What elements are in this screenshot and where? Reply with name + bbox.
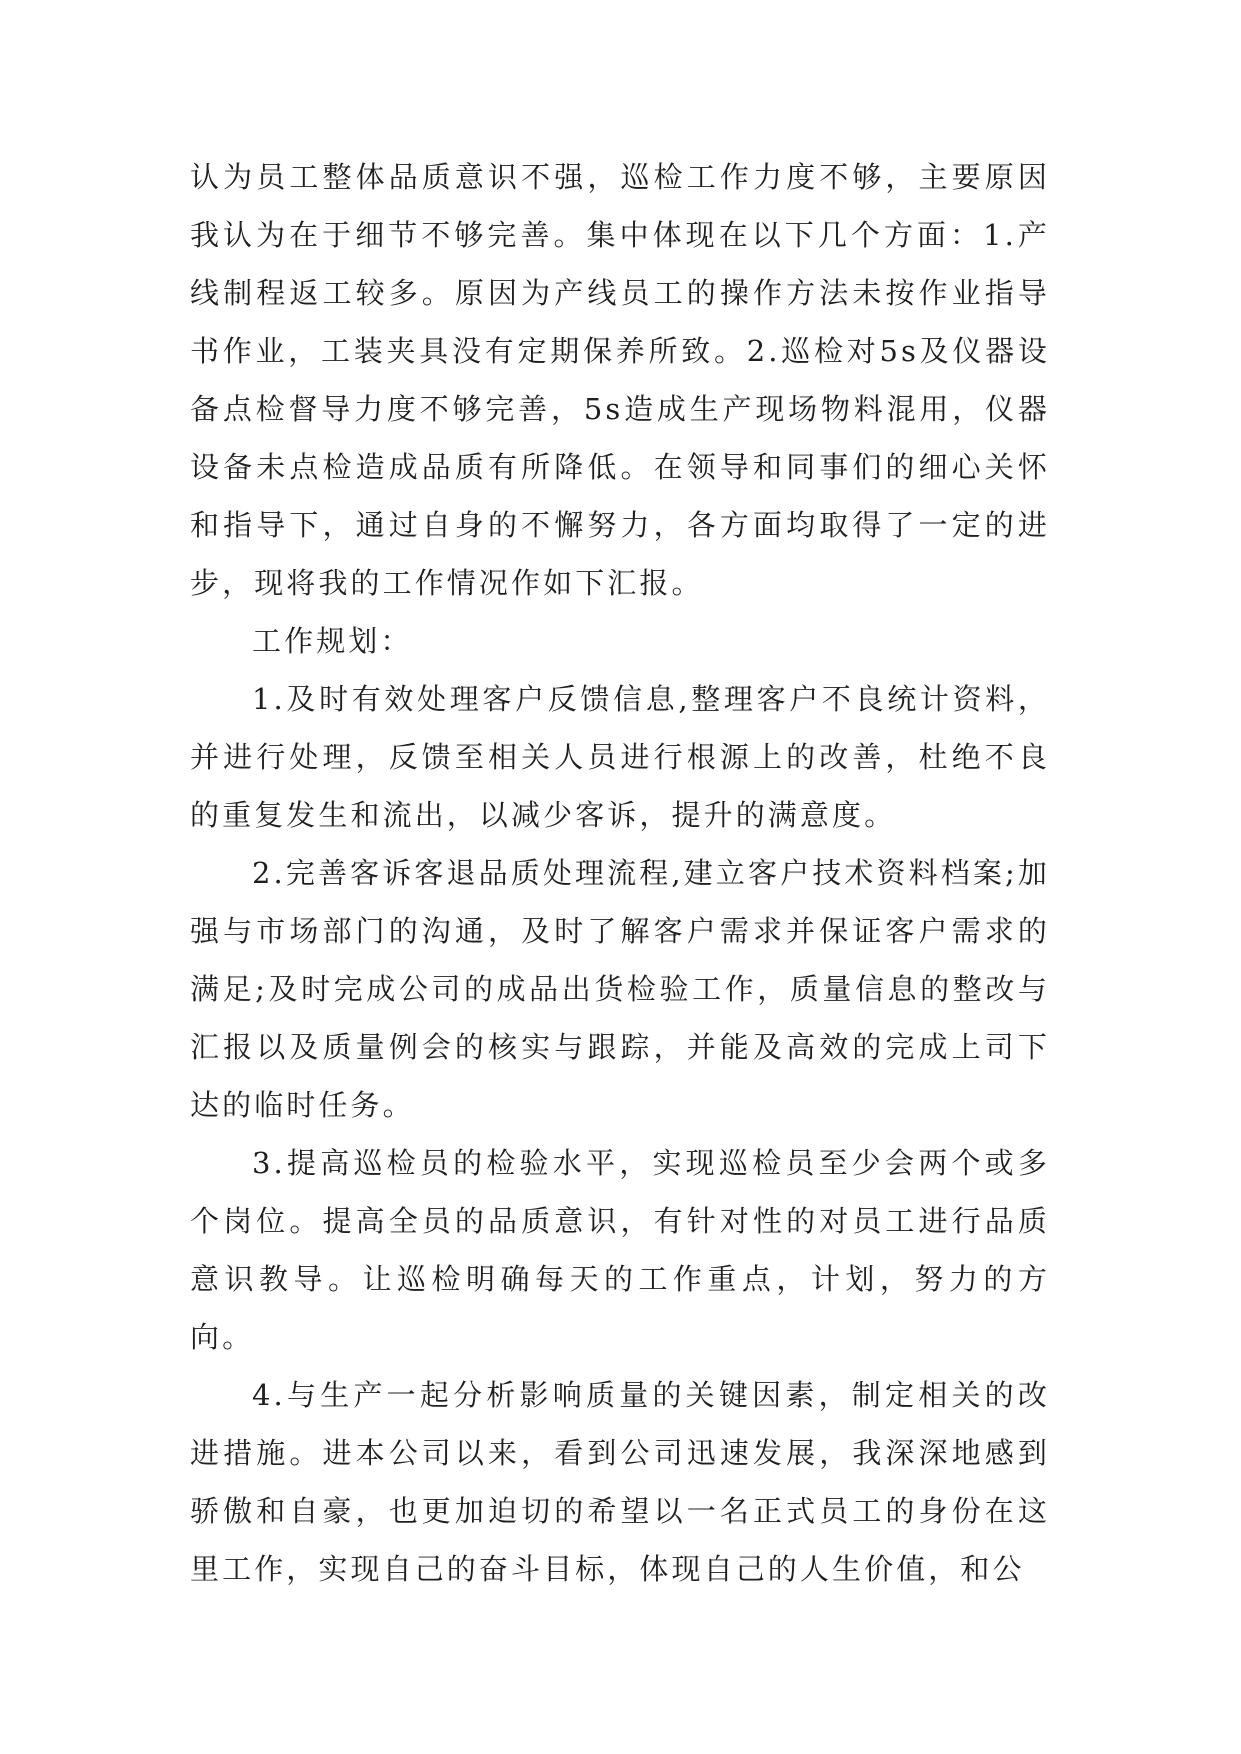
document-body (190, 148, 1050, 1598)
paragraph-plan-item-4: 4.与生产一起分析影响质量的关键因素，制定相关的改进措施。进本公司以来，看到公司迅速发展，我深深地感到骄傲和自豪，也更加迫切的希望以一名正式员工的身份在这里工作，实现自己的奋斗目标，体现自己的人生价值，和公 (190, 1378, 1050, 1586)
section-heading-work-plan: 工作规划： (252, 624, 413, 658)
paragraph-intro: 认为员工整体品质意识不强，巡检工作力度不够，主要原因我认为在于细节不够完善。集中体现在以下几个方面：1.产线制程返工较多。原因为产线员工的操作方法未按作业指导书作业，工装夹具没有定期保养所致。2.巡检对5s及仪器设备点检督导力度不够完善，5s造成生产现场物料混用，仪器设备未点检造成品质有所降低。在领导和同事们的细心关怀和指导下，通过自身的不懈努力，各方面均取得了一定的进步，现将我的工作情况作如下汇报。 (190, 160, 1050, 600)
paragraph-plan-item-2: 2.完善客诉客退品质处理流程,建立客户技术资料档案;加强与市场部门的沟通，及时了解客户需求并保证客户需求的满足;及时完成公司的成品出货检验工作，质量信息的整改与汇报以及质量例会的核实与跟踪，并能及高效的完成上司下达的临时任务。 (190, 856, 1050, 1122)
paragraph-plan-item-3: 3.提高巡检员的检验水平，实现巡检员至少会两个或多个岗位。提高全员的品质意识，有针对性的对员工进行品质意识教导。让巡检明确每天的工作重点，计划，努力的方向。 (190, 1146, 1050, 1354)
paragraph-plan-item-1: 1.及时有效处理客户反馈信息,整理客户不良统计资料，并进行处理，反馈至相关人员进行根源上的改善，杜绝不良的重复发生和流出，以减少客诉，提升的满意度。 (190, 682, 1050, 832)
